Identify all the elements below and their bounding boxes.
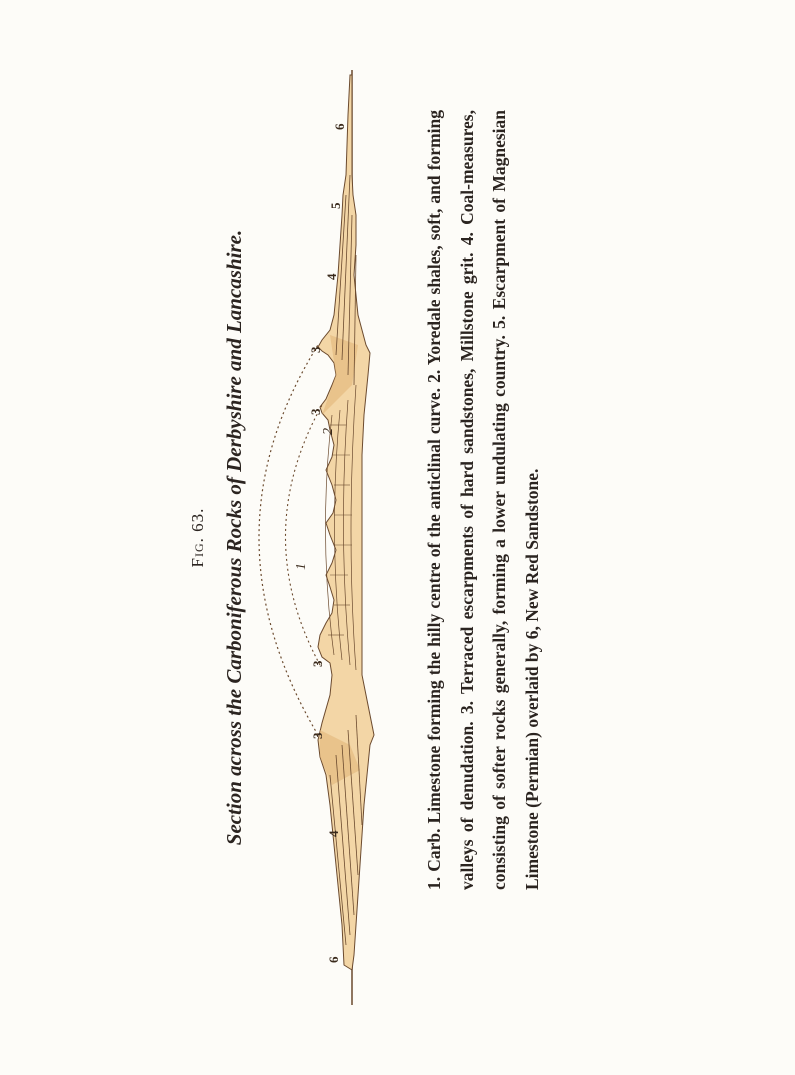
figure-title: Section across the Carboniferous Rocks of Derbyshire and Lancashire.	[222, 229, 246, 846]
figure-caption: 1. Carb. Limestone forming the hilly centre of the anticlinal curve. 2. Yoredale shales, soft, and forming valleys of denudation. 3. Terraced escarpments of hard sandstones, Millstone grit. 4. Coal-measures, consisting of softer rocks generally, forming a lower undulating country. 5. Escarpment of Magnesian Limestone (Permian) overlaid by 6, New Red Sandstone.	[424, 110, 542, 890]
label-3-left: 3	[310, 732, 325, 739]
label-2: 2	[321, 428, 336, 435]
label-4-right: 4	[324, 273, 339, 280]
label-3-inner-right: 3	[308, 408, 323, 415]
figure-number: Fig. 63.	[188, 507, 207, 568]
restored-anticline-outer	[259, 345, 318, 735]
label-5: 5	[328, 202, 343, 209]
label-6-right: 6	[332, 123, 347, 130]
restored-anticline-inner	[285, 405, 322, 665]
label-1: 1	[294, 563, 309, 570]
label-6-left: 6	[326, 956, 341, 963]
label-3-right: 3	[308, 346, 323, 353]
label-4-left: 4	[326, 830, 341, 837]
label-3-inner-left: 3	[310, 660, 325, 667]
